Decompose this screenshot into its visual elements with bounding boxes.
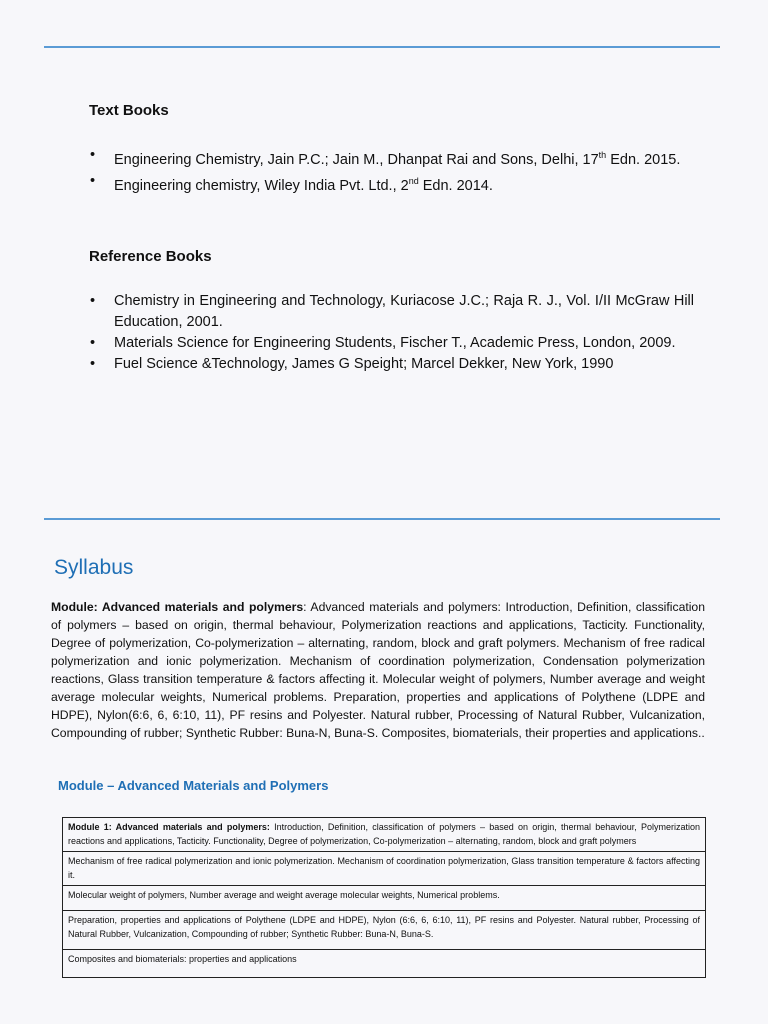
list-item: • Fuel Science &Technology, James G Speight; Marcel Dekker, New York, 1990 [88, 354, 694, 375]
top-divider [44, 46, 720, 48]
bullet-icon: • [90, 356, 96, 372]
list-item: • Materials Science for Engineering Students, Fischer T., Academic Press, London, 2009. [88, 333, 694, 354]
syllabus-paragraph [51, 598, 705, 742]
reference-books-heading: Reference Books [89, 248, 212, 265]
table-cell: Composites and biomaterials: properties and applications [63, 950, 706, 978]
list-item: • Engineering chemistry, Wiley India Pvt. Ltd., 2nd Edn. 2014. [90, 172, 493, 194]
text-books-heading: Text Books [89, 102, 169, 119]
table-cell: Mechanism of free radical polymerization and ionic polymerization. Mechanism of coordination polymerization, Glass transition temperature & factors affecting it. [63, 852, 706, 886]
table-row [63, 911, 706, 950]
syllabus-title: Syllabus [54, 556, 134, 579]
syllabus-body: : Advanced materials and polymers: Introduction, Definition, classification of polymers – based on origin, thermal behaviour, Polymerization reactions and applications, Tacticity. Functionality, Degree of polymerization, Co-polymerization – alternating, random, block and graft polymers. Mechanism of free radical polymerization and ionic polymerization. Mechanism of coordination polymerization, Condensation polymerization reactions, Glass transition temperature & factors affecting it. Molecular weight of polymers, Number average and weight average molecular weights, Numerical problems. Preparation, properties and applications of Polythene (LDPE and HDPE), Nylon(6:6, 6, 6:10, 11), PF resins and Polyester. Natural rubber, Processing of Natural Rubber, Vulcanization, Compounding of rubber; Synthetic Rubber: Buna-N, Buna-S. Composites, biomaterials, their properties and applications.. [51, 600, 705, 740]
bullet-icon: • [90, 172, 96, 189]
list-item: • Engineering Chemistry, Jain P.C.; Jain M., Dhanpat Rai and Sons, Delhi, 17th Edn. 2015. [90, 147, 681, 168]
table-cell: Preparation, properties and applications of Polythene (LDPE and HDPE), Nylon (6:6, 6, 6:10, 11), PF resins and Polyester. Natural rubber, Processing of Natural Rubber, Vulcanization, Compounding of rubber; Synthetic Rubber: Buna-N, Buna-S. [63, 911, 706, 950]
table-row [63, 852, 706, 886]
reference-books-list [88, 291, 694, 375]
module-table [62, 817, 706, 978]
syllabus-lead: Module: Advanced materials and polymers [51, 600, 304, 614]
module-heading: Module – Advanced Materials and Polymers [58, 778, 329, 793]
table-cell: Module 1: Advanced materials and polymers: Introduction, Definition, classification of polymers – based on origin, thermal behaviour, Polymerization reactions and applications, Tacticity. Functionality, Degree of polymerization, Co-polymerization – alternating, random, block and graft polymers [63, 818, 706, 852]
table-row [63, 818, 706, 852]
bullet-icon: • [90, 335, 96, 351]
list-item: • Chemistry in Engineering and Technology, Kuriacose J.C.; Raja R. J., Vol. I/II McGraw Hill Education, 2001. [90, 293, 694, 330]
bullet-icon: • [90, 293, 96, 309]
table-cell: Molecular weight of polymers, Number average and weight average molecular weights, Numerical problems. [63, 886, 706, 911]
table-row [63, 950, 706, 978]
bullet-icon: • [90, 147, 96, 163]
text-books-list [88, 145, 694, 197]
table-row [63, 886, 706, 911]
middle-divider [44, 518, 720, 520]
